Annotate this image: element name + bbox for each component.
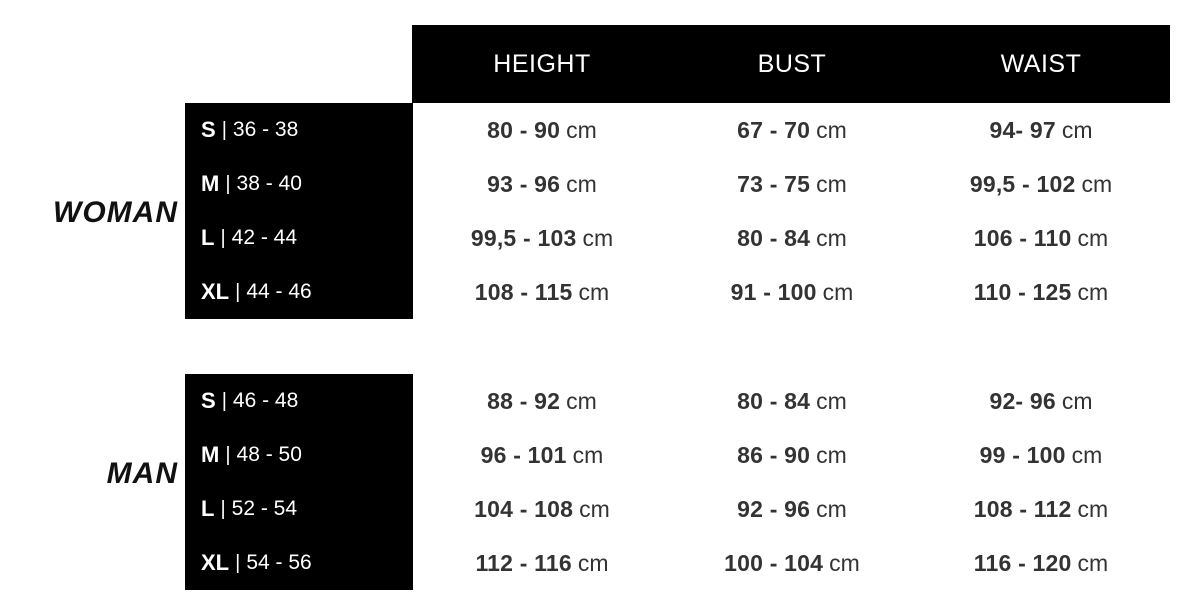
size-eu: 54 - 56 bbox=[246, 551, 312, 574]
cell-unit: cm bbox=[578, 278, 610, 305]
cell-waist bbox=[912, 157, 1170, 211]
table-row bbox=[185, 265, 1170, 319]
cell-unit: cm bbox=[816, 495, 847, 522]
cell-unit: cm bbox=[829, 549, 860, 576]
size-separator: | bbox=[235, 551, 241, 574]
cell-bust bbox=[672, 211, 912, 265]
cell-height bbox=[412, 374, 672, 428]
cell-bust bbox=[672, 482, 912, 536]
cell-unit: cm bbox=[577, 549, 609, 576]
cell-bust bbox=[672, 428, 912, 482]
size-eu: 52 - 54 bbox=[231, 497, 298, 520]
cell-unit: cm bbox=[1061, 387, 1093, 414]
size-code: S bbox=[201, 388, 216, 413]
size-code: S bbox=[201, 117, 216, 142]
cell-value: 67 - 70 bbox=[737, 116, 811, 143]
table-row bbox=[185, 482, 1170, 536]
cell-value: 108 - 112 bbox=[973, 495, 1072, 522]
column-header-height: HEIGHT bbox=[493, 49, 591, 78]
cell-unit: cm bbox=[816, 441, 847, 468]
size-code: L bbox=[201, 496, 215, 521]
cell-height bbox=[412, 157, 672, 211]
column-header-bust: BUST bbox=[757, 49, 827, 78]
cell-value: 99 - 100 bbox=[979, 441, 1066, 468]
cell-unit: cm bbox=[566, 170, 597, 197]
cell-value: 92- 96 bbox=[989, 387, 1056, 414]
size-label bbox=[185, 428, 413, 482]
cell-waist bbox=[912, 265, 1170, 319]
cell-waist bbox=[912, 103, 1170, 157]
cell-value: 92 - 96 bbox=[737, 495, 811, 522]
cell-unit: cm bbox=[816, 387, 847, 414]
cell-unit: cm bbox=[816, 170, 847, 197]
size-label bbox=[185, 265, 413, 319]
cell-unit: cm bbox=[1077, 278, 1109, 305]
table-row bbox=[185, 157, 1170, 211]
cell-value: 93 - 96 bbox=[487, 170, 561, 197]
cell-value: 104 - 108 bbox=[474, 495, 574, 522]
cell-value: 99,5 - 102 bbox=[969, 170, 1076, 197]
cell-bust bbox=[672, 157, 912, 211]
table-row bbox=[185, 374, 1170, 428]
size-eu: 42 - 44 bbox=[231, 226, 298, 249]
cell-bust bbox=[672, 265, 912, 319]
cell-unit: cm bbox=[1061, 116, 1093, 143]
size-separator: | bbox=[220, 226, 226, 249]
cell-value: 80 - 84 bbox=[737, 387, 811, 414]
cell-waist bbox=[912, 536, 1170, 590]
cell-waist bbox=[912, 211, 1170, 265]
cell-unit: cm bbox=[816, 224, 847, 251]
size-eu: 44 - 46 bbox=[246, 280, 312, 303]
cell-unit: cm bbox=[822, 278, 854, 305]
cell-waist bbox=[912, 482, 1170, 536]
cell-height bbox=[412, 103, 672, 157]
group-label-woman: WOMAN bbox=[53, 196, 178, 229]
cell-value: 80 - 90 bbox=[487, 116, 561, 143]
size-eu: 48 - 50 bbox=[236, 443, 302, 466]
cell-unit: cm bbox=[579, 495, 610, 522]
cell-unit: cm bbox=[1077, 224, 1109, 251]
cell-unit: cm bbox=[816, 116, 847, 143]
cell-height bbox=[412, 211, 672, 265]
cell-bust bbox=[672, 536, 912, 590]
size-label bbox=[185, 374, 413, 428]
cell-unit: cm bbox=[1071, 441, 1103, 468]
cell-waist bbox=[912, 428, 1170, 482]
cell-unit: cm bbox=[566, 116, 597, 143]
cell-unit: cm bbox=[1077, 495, 1109, 522]
cell-value: 100 - 104 bbox=[724, 549, 824, 576]
table-row bbox=[185, 103, 1170, 157]
size-code: XL bbox=[201, 279, 230, 304]
size-separator: | bbox=[225, 172, 231, 195]
size-code: XL bbox=[201, 550, 230, 575]
cell-value: 91 - 100 bbox=[730, 278, 817, 305]
cell-waist bbox=[912, 374, 1170, 428]
cell-value: 86 - 90 bbox=[737, 441, 811, 468]
cell-value: 99,5 - 103 bbox=[470, 224, 577, 251]
cell-height bbox=[412, 536, 672, 590]
cell-unit: cm bbox=[566, 387, 597, 414]
size-separator: | bbox=[225, 443, 231, 466]
size-eu: 46 - 48 bbox=[232, 389, 299, 412]
cell-height bbox=[412, 482, 672, 536]
cell-value: 88 - 92 bbox=[487, 387, 561, 414]
table-row bbox=[185, 536, 1170, 590]
column-header-waist: WAIST bbox=[1000, 49, 1082, 78]
table-row bbox=[185, 428, 1170, 482]
cell-value: 116 - 120 bbox=[973, 549, 1072, 576]
size-separator: | bbox=[235, 280, 241, 303]
size-label bbox=[185, 157, 413, 211]
size-eu: 36 - 38 bbox=[232, 118, 299, 141]
cell-value: 73 - 75 bbox=[737, 170, 811, 197]
cell-unit: cm bbox=[582, 224, 614, 251]
cell-value: 108 - 115 bbox=[474, 278, 573, 305]
cell-unit: cm bbox=[1077, 549, 1109, 576]
cell-height bbox=[412, 265, 672, 319]
cell-value: 80 - 84 bbox=[737, 224, 811, 251]
size-code: L bbox=[201, 225, 215, 250]
size-label bbox=[185, 103, 413, 157]
group-label-man: MAN bbox=[106, 457, 178, 490]
size-code: M bbox=[201, 442, 220, 467]
table-row bbox=[185, 211, 1170, 265]
cell-value: 110 - 125 bbox=[973, 278, 1072, 305]
size-separator: | bbox=[221, 389, 227, 412]
size-label bbox=[185, 482, 413, 536]
cell-value: 106 - 110 bbox=[973, 224, 1072, 251]
size-eu: 38 - 40 bbox=[236, 172, 302, 195]
cell-unit: cm bbox=[572, 441, 604, 468]
cell-value: 96 - 101 bbox=[480, 441, 567, 468]
size-label bbox=[185, 536, 413, 590]
cell-value: 94- 97 bbox=[989, 116, 1056, 143]
cell-value: 112 - 116 bbox=[475, 549, 572, 576]
cell-unit: cm bbox=[1081, 170, 1113, 197]
size-code: M bbox=[201, 171, 220, 196]
size-separator: | bbox=[221, 118, 227, 141]
cell-bust bbox=[672, 374, 912, 428]
size-separator: | bbox=[220, 497, 226, 520]
size-label bbox=[185, 211, 413, 265]
cell-bust bbox=[672, 103, 912, 157]
cell-height bbox=[412, 428, 672, 482]
